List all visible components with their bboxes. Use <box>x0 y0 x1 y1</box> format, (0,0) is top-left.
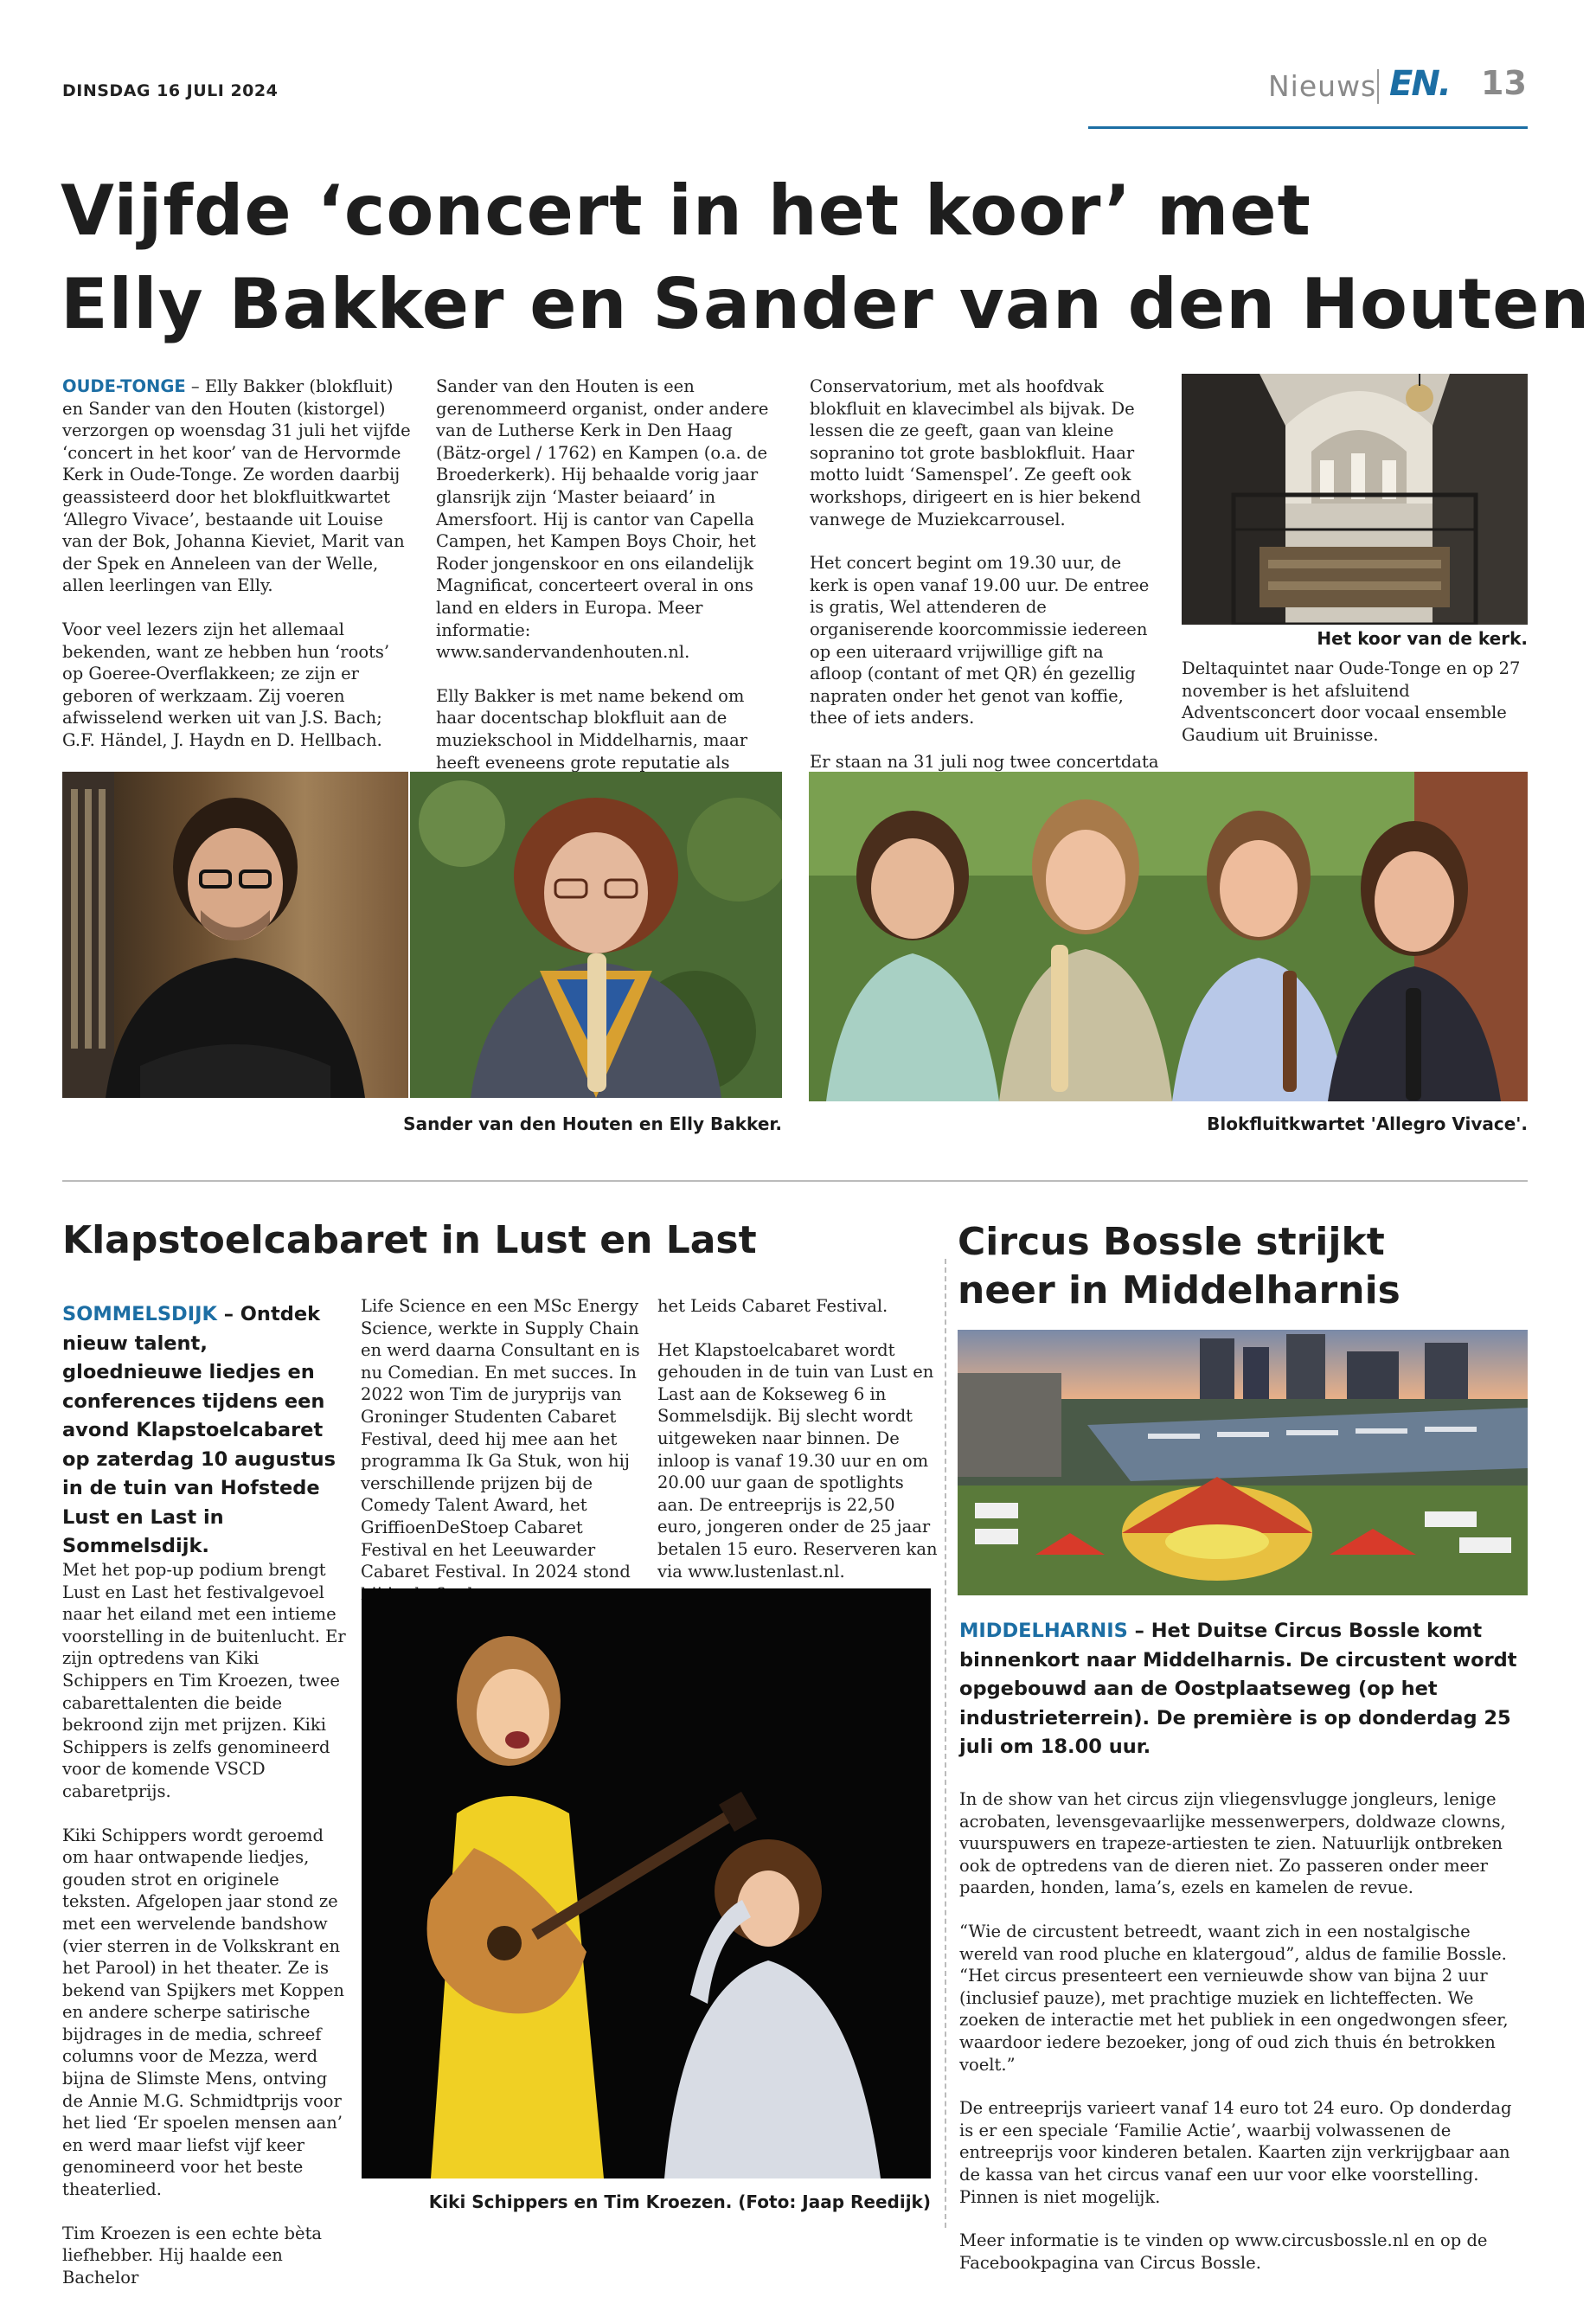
paragraph: Het Klapstoelcabaret wordt gehouden in de tuin van Lust en Last aan de Kokseweg 6 in Sommelsdijk. Bij slecht wordt uitgeweken naar binnen. De inloop is vanaf 19.30 uur en om 20.00 uur gaan de spotlights aan. De entreeprijs is 22,50 euro, jongeren onder de 25 jaar betalen 15 euro. Reserveren kan via www.lustenlast.nl. <box>657 1339 938 1582</box>
article1-column-2 <box>436 375 786 839</box>
duo-photo-caption: Sander van den Houten en Elly Bakker. <box>403 1113 782 1134</box>
elly-portrait-photo[interactable] <box>410 772 782 1098</box>
paragraph: De entreeprijs varieert vanaf 14 euro tot 24 euro. Op donderdag is er een speciale ‘Familie Actie’, waarbij volwassenen de entreeprijs voor kinderen betalen. Kaarten zijn verkrijgbaar aan de kassa van het circus vanaf een uur voor elke voorstelling. Pinnen is niet mogelijk. <box>959 2098 1512 2207</box>
church-photo-caption: Het koor van de kerk. <box>1317 628 1528 649</box>
headline-line-1: Vijfde ‘concert in het koor’ met <box>61 170 1311 251</box>
page-number: 13 <box>1481 64 1527 102</box>
lead-text: – Ontdek nieuw talent, gloednieuwe liedjes en conferences tijdens een avond Klapstoelcabaret op zaterdag 10 augustus in de tuin van Hofstede Lust en Last in Sommelsdijk. <box>62 1303 337 1557</box>
section-divider-rule <box>62 1180 1528 1182</box>
paragraph: Meer informatie is te vinden op www.circusbossle.nl en op de Facebookpagina van Circus Bossle. <box>959 2230 1488 2273</box>
article2-lead <box>62 1300 339 1562</box>
paragraph: Sander van den Houten is een gerenommeerd organist, onder andere van de Lutherse Kerk in Den Haag (Bätz-orgel / 1762) en Kampen (o.a. de Broederkerk). Hij behaalde vorig jaar glansrijk zijn ‘Master beiaard’ in Amersfoort. Hij is cantor van Capella Campen, het Kampen Boys Choir, het Roder jongenskoor en ons eilandelijk Magnificat, concerteert overal in ons land en elders in Europa. Meer informatie: www.sandervandenhouten.nl. <box>436 376 769 663</box>
article1-headline[interactable] <box>61 164 1590 351</box>
article1-column-4: Deltaquintet naar Oude-Tonge en op 27 november is het afsluitend Adventsconcert door vocaal ensemble Gaudium uit Bruinisse. <box>1182 658 1521 745</box>
paragraph: “Wie de circustent betreedt, waant zich in een nostalgische wereld van rood pluche en klatergoud”, aldus de familie Bossle. “Het circus presenteert een vernieuwde show van bijna 2 uur (inclusief pauze), met prachtige muziek en lichteffecten. We zoeken de interactie met het publiek in een ongedwongen sfeer, waardoor iedere bezoeker, jong of oud zich thuis én betrokken voelt.” <box>959 1921 1509 2075</box>
article2-headline[interactable]: Klapstoelcabaret in Lust en Last <box>62 1218 757 1262</box>
lead-text: – Het Duitse Circus Bossle komt binnenkort naar Middelharnis. De circustent wordt opgebouwd aan de Oostplaatseweg (op het industrieterrein). De première is op donderdag 25 juli om 18.00 uur. <box>959 1620 1517 1758</box>
dateline-location: MIDDELHARNIS <box>959 1620 1128 1642</box>
paragraph: Kiki Schippers wordt geroemd om haar ontwapende liedjes, gouden strot en originele teksten. Afgelopen jaar stond ze met een wervelende bandshow (vier sterren in de Volkskrant en het Parool) in het theater. Ze is bekend van Spijkers met Koppen en andere scherpe satirische bijdrages in de media, schreef columns voor de Mezza, werd bijna de Slimste Mens, ontving de Annie M.G. Schmidtprijs voor het lied ‘Er spoelen mensen aan’ en werd maar liefst vijf keer genomineerd voor het beste theaterlied. <box>62 1825 344 2200</box>
paragraph: Elly Bakker is met name bekend om haar docentschap blokfluit aan de muziekschool in Middelharnis, maar heeft eveneens grote reputatie als <box>436 685 748 773</box>
cabaret-performers-photo[interactable] <box>362 1588 931 2178</box>
section-label[interactable]: Nieuws <box>1268 69 1377 103</box>
church-interior-photo[interactable] <box>1182 374 1528 625</box>
section-divider <box>1377 69 1379 104</box>
header-rule <box>1088 126 1528 129</box>
paragraph: Het concert begint om 19.30 uur, de kerk is open vanaf 19.00 uur. De entree is gratis, Wel attenderen de organiserende koorcommissie iedereen op een uiteraard vrijwillige gift na afloop (contant of met QR) én gezellig napraten onder het genot van koffie, thee of iets anders. <box>810 553 1150 728</box>
sander-portrait-photo[interactable] <box>62 772 408 1098</box>
paragraph: het Leids Cabaret Festival. <box>657 1296 888 1316</box>
dateline-location: SOMMELSDIJK <box>62 1303 217 1325</box>
headline-line-2: neer in Middelharnis <box>958 1268 1401 1312</box>
paragraph: Met het pop-up podium brengt Lust en Last het festivalgevoel naar het eiland met een intieme voorstelling in de buitenlucht. Er zijn optredens van Kiki Schippers en Tim Kroezen, twee cabarettalenten die beide bekroond zijn met prijzen. Kiki Schippers is zelfs genomineerd voor de komende VSCD cabaretprijs. <box>62 1560 346 1801</box>
article2-column-2: Life Science en een MSc Energy Science, werkte in Supply Chain en werd daarna Consultant en is nu Comedian. En met succes. In 2022 won Tim de juryprijs van Groninger Studenten Cabaret Festival, deed hij mee aan het programma Ik Ga Stuk, won hij verschillende prijzen bij de Comedy Talent Award, het GriffioenDeStoep Cabaret Festival en het Leeuwarder Cabaret Festival. In 2024 stond <box>361 1296 640 1582</box>
article1-column-1 <box>62 375 413 773</box>
article3-headline[interactable] <box>958 1218 1401 1315</box>
article2-column-3 <box>657 1295 939 1604</box>
paragraph: – Elly Bakker (blokfluit) en Sander van den Houten (kistorgel) verzorgen op woensdag 31 juli het vijfde ‘concert in het koor’ van de Hervormde Kerk in Oude-Tonge. Ze worden daarbij geassisteerd door het blokfluitkwartet ‘Allegro Vivace’, bestaande uit Louise van der Bok, Johanna Kieviet, Marit van der Spek en Anneleen van der Welle, allen leerlingen van Elly. <box>62 376 411 596</box>
quartet-photo-caption: Blokfluitkwartet 'Allegro Vivace'. <box>1207 1113 1528 1134</box>
article1-column-3 <box>810 375 1160 817</box>
dateline-location: OUDE-TONGE <box>62 376 186 396</box>
issue-date: DINSDAG 16 JULI 2024 <box>62 81 279 100</box>
article3-lead <box>959 1617 1522 1762</box>
circus-aerial-photo[interactable] <box>958 1330 1528 1595</box>
quartet-photo[interactable] <box>809 772 1528 1101</box>
paragraph: In de show van het circus zijn vliegensvlugge jongleurs, lenige acrobaten, levensgevaarlijke messenwerpers, doldwaze clowns, vuurspuwers en trapeze-artiesten te zien. Natuurlijk ontbreken ook de optredens van de dieren niet. Zo passeren onder meer paarden, honden, lama’s, ezels en kamelen de revue. <box>959 1789 1506 1898</box>
cabaret-photo-caption: Kiki Schippers en Tim Kroezen. (Foto: Jaap Reedijk) <box>428 2191 931 2212</box>
column-separator <box>945 1259 946 2228</box>
headline-line-1: Circus Bossle strijkt <box>958 1220 1385 1264</box>
paragraph: Tim Kroezen is een echte bèta liefhebber. Hij haalde een Bachelor <box>62 2223 323 2288</box>
newspaper-logo[interactable]: EN. <box>1389 64 1450 104</box>
paragraph: Conservatorium, met als hoofdvak blokfluit en klavecimbel als bijvak. De lessen die ze geeft, gaan van kleine sopranino tot grote basblokfluit. Haar motto luidt ‘Samenspel’. Ze geeft ook workshops, dirigeert en is hier bekend vanwege de Muziekcarrousel. <box>810 376 1141 529</box>
paragraph: Er staan na 31 juli nog twee concertdata <box>810 751 1159 772</box>
article2-column-1 <box>62 1559 348 2310</box>
headline-line-2: Elly Bakker en Sander van den Houten <box>61 264 1591 344</box>
paragraph: Voor veel lezers zijn het allemaal bekenden, want ze hebben hun ‘roots’ op Goeree-Overflakkeen; ze zijn er geboren of werkzaam. Zij voeren afwisselend werken uit van J.S. Bach; G.F. Händel, J. Haydn en D. Hellbach. <box>62 619 390 750</box>
article3-body <box>959 1788 1530 2295</box>
